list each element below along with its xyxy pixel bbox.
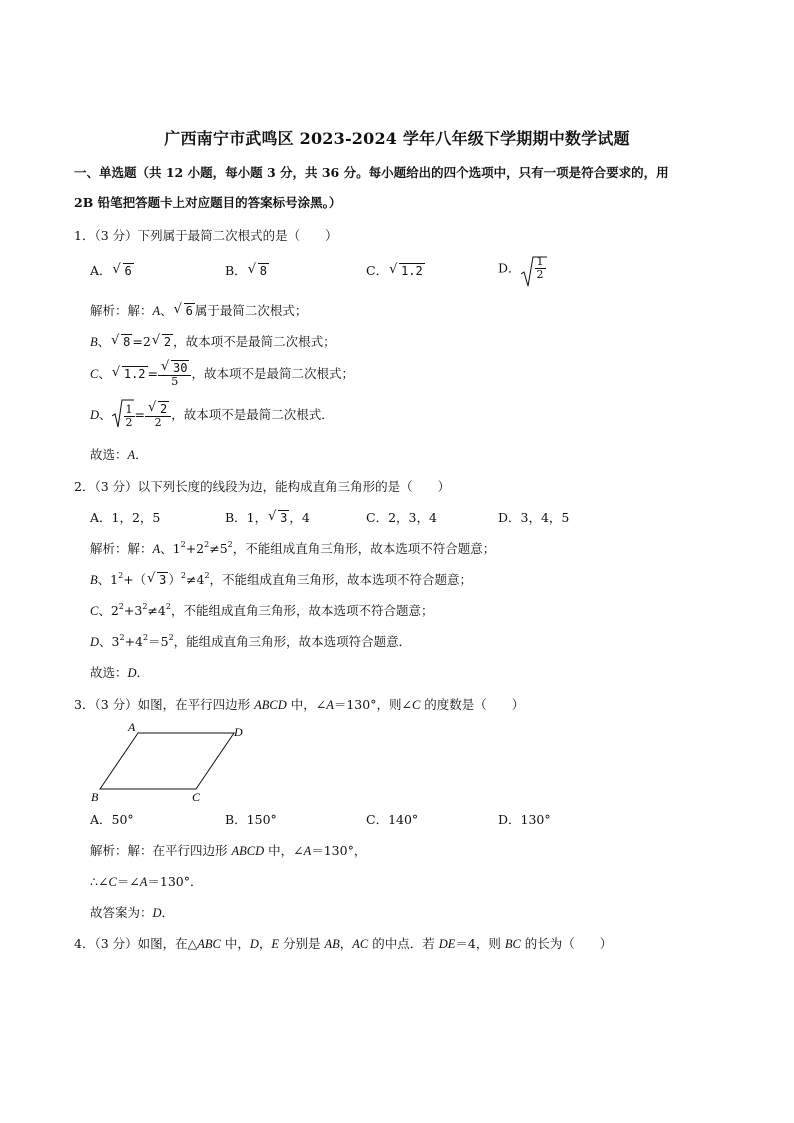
text: = xyxy=(134,407,146,422)
text: 2 xyxy=(160,401,168,416)
q3-answer xyxy=(90,904,174,922)
q2-analysis-line4 xyxy=(90,633,411,651)
text: 、 xyxy=(160,303,173,318)
text: ， xyxy=(339,936,353,951)
text: +4 xyxy=(124,634,144,649)
q3-stem xyxy=(74,696,524,714)
vertex-label-c: C xyxy=(192,790,201,804)
q1-option-a-label: A． xyxy=(90,263,112,278)
text: 中， xyxy=(220,936,250,951)
text: 1.2 xyxy=(123,367,146,381)
text: = xyxy=(147,366,159,381)
text: 3 xyxy=(159,573,167,587)
text: 2 xyxy=(118,602,124,611)
q2-option-c: C．2，3，4 xyxy=(366,510,437,525)
page-title: 广西南宁市武鸣区 2023-2024 学年八年级下学期期中数学试题 xyxy=(164,129,630,148)
text: D xyxy=(152,906,162,920)
text: A xyxy=(152,304,161,318)
text: B xyxy=(90,573,98,587)
text: 属于最简二次根式； xyxy=(194,303,308,318)
sqrt-icon xyxy=(112,333,132,351)
q1-analysis-line1 xyxy=(90,302,307,320)
q1-option-c-value: 1.2 xyxy=(401,264,423,278)
text: B xyxy=(90,335,98,349)
text: A xyxy=(326,698,334,712)
text: 2 xyxy=(163,335,172,349)
text: ABC xyxy=(197,937,221,951)
text: ∴∠ xyxy=(90,874,109,889)
text: A xyxy=(152,542,161,556)
text: ，4 xyxy=(289,510,310,525)
q1-option-a xyxy=(90,262,134,280)
q1-option-d-numerator: 1 xyxy=(536,255,544,268)
text: ，不能组成直角三角形，故本选项不符合题意； xyxy=(209,572,473,587)
text: 2 xyxy=(119,633,125,642)
text: D xyxy=(127,666,137,680)
text: ＝130°，则∠ xyxy=(333,697,412,712)
text: ． xyxy=(136,665,150,680)
text: 6 xyxy=(185,304,193,318)
text: 2 xyxy=(165,602,171,611)
q1-option-d-label: D． xyxy=(498,260,521,276)
text: 2 xyxy=(125,415,133,429)
text: ，能组成直角三角形，故本选项符合题意． xyxy=(173,634,412,649)
text: 的中点．若 xyxy=(368,936,439,951)
q2-analysis-line2 xyxy=(90,571,472,589)
parallelogram-shape xyxy=(100,733,234,789)
text: 3 xyxy=(280,511,288,525)
q1-option-b-value: 8 xyxy=(259,264,267,278)
text: C xyxy=(108,875,117,889)
sqrt-icon xyxy=(249,262,269,280)
text: 、1 xyxy=(97,572,119,587)
q1-analysis-line4 xyxy=(90,398,334,433)
text: 的度数是（ ） xyxy=(420,697,525,712)
text: +3 xyxy=(123,603,143,618)
text: ，故本项不是最简二次根式． xyxy=(171,407,334,422)
q1-analysis-line2 xyxy=(90,333,336,351)
text: 8 xyxy=(123,335,131,349)
section-instructions-line1: 一、单选题（共 12 小题，每小题 3 分，共 36 分。每小题给出的四个选项中，只有一项是符合要求的，用 xyxy=(74,165,669,180)
text: ，故本项不是最简二次根式； xyxy=(173,334,336,349)
text: 解析：解： xyxy=(90,303,153,318)
q3-analysis-line1 xyxy=(90,842,366,860)
text: 30 xyxy=(173,360,188,375)
q2-stem: 2．（3 分）以下列长度的线段为边，能构成直角三角形的是（ ） xyxy=(74,479,451,494)
q1-option-c-label: C． xyxy=(366,263,389,278)
text: B．1， xyxy=(225,510,268,525)
text: ） xyxy=(168,572,181,587)
text: 5 xyxy=(171,374,179,388)
text: 的长为（ ） xyxy=(520,936,613,951)
text: D xyxy=(90,408,100,422)
text: 、 xyxy=(97,334,111,349)
text: 4．（3 分）如图，在△ xyxy=(74,936,198,951)
sqrt-icon xyxy=(162,362,189,375)
text: 故答案为： xyxy=(90,905,153,920)
text: ABCD xyxy=(231,844,265,858)
text: 2 xyxy=(118,571,124,580)
text: DE xyxy=(438,937,456,951)
text: 2 xyxy=(180,540,186,549)
q2-option-d: D．3，4，5 xyxy=(498,510,570,525)
sqrt-icon xyxy=(113,360,148,388)
q1-answer xyxy=(90,446,148,464)
text: 、2 xyxy=(98,603,119,618)
text: ＝130°， xyxy=(311,843,367,858)
q2-option-b xyxy=(225,509,310,527)
text: 解析：解：在平行四边形 xyxy=(90,843,232,858)
parallelogram-figure xyxy=(86,718,266,808)
text: 1 xyxy=(125,402,133,416)
q2-analysis-line3 xyxy=(90,602,433,620)
text: +（ xyxy=(123,572,147,587)
text: ． xyxy=(135,447,148,462)
text: D xyxy=(249,937,259,951)
sqrt-icon xyxy=(149,403,169,416)
text: 、 xyxy=(98,366,111,381)
text: 、1 xyxy=(160,541,181,556)
text: 中，∠ xyxy=(286,697,327,712)
q2-analysis-line1 xyxy=(90,540,495,558)
q3-analysis-line2 xyxy=(90,873,203,891)
text: D xyxy=(90,635,100,649)
text: 2 xyxy=(227,540,233,549)
text: 故选： xyxy=(90,447,128,462)
text: C xyxy=(90,367,99,381)
q1-option-a-value: 6 xyxy=(124,264,132,278)
text: ≠5 xyxy=(209,541,228,556)
text: AC xyxy=(352,937,369,951)
q1-option-d-denominator: 2 xyxy=(536,268,544,281)
text: 2 xyxy=(204,540,210,549)
text: 2 xyxy=(142,602,148,611)
q1-option-b xyxy=(225,262,269,280)
text: ABCD xyxy=(254,698,287,712)
text: +2 xyxy=(185,541,205,556)
sqrt-icon xyxy=(390,262,425,280)
text: BC xyxy=(504,937,521,951)
text: 2 xyxy=(168,633,174,642)
q1-stem: 1．（3 分）下列属于最简二次根式的是（ ） xyxy=(74,228,338,243)
text: C xyxy=(411,698,421,712)
text: AB xyxy=(324,937,340,951)
text: 2 xyxy=(143,633,149,642)
q1-option-d xyxy=(498,256,546,281)
sqrt-icon xyxy=(521,256,546,281)
text: 2 xyxy=(154,415,162,429)
q1-option-b-label: B． xyxy=(225,263,247,278)
text: ＝∠ xyxy=(116,874,140,889)
text: 2 xyxy=(204,571,210,580)
q1-analysis-line3 xyxy=(90,360,354,388)
text: C xyxy=(90,604,99,618)
text: 2 xyxy=(180,571,187,580)
text: ． xyxy=(161,905,175,920)
text: A xyxy=(139,875,148,889)
text: ，故本项不是最简二次根式； xyxy=(191,366,354,381)
q3-option-a: A．50° xyxy=(90,812,134,827)
text: 中，∠ xyxy=(264,843,304,858)
sqrt-icon xyxy=(269,509,289,527)
text: E xyxy=(271,937,280,951)
text: ，不能组成直角三角形，故本选项不符合题意； xyxy=(232,541,496,556)
text: ＝4，则 xyxy=(455,936,505,951)
q3-option-c: C．140° xyxy=(366,812,419,827)
text: 解析：解： xyxy=(90,541,153,556)
vertex-label-d: D xyxy=(234,725,243,739)
text: 分别是 xyxy=(279,936,325,951)
text: 、3 xyxy=(99,634,120,649)
text: ， xyxy=(258,936,272,951)
text: ，不能组成直角三角形，故本选项不符合题意； xyxy=(170,603,434,618)
text: A xyxy=(127,448,136,462)
sqrt-icon xyxy=(148,571,168,589)
text: ＝5 xyxy=(148,634,169,649)
sqrt-icon xyxy=(153,333,173,351)
vertex-label-a: A xyxy=(128,720,136,734)
q3-option-b: B．150° xyxy=(225,812,277,827)
vertex-label-b: B xyxy=(91,790,99,804)
text: 、 xyxy=(99,407,112,422)
q2-option-a: A．1，2，5 xyxy=(90,510,161,525)
q2-answer xyxy=(90,664,149,682)
text: ＝130°． xyxy=(147,874,203,889)
text: ≠4 xyxy=(186,572,205,587)
text: ≠4 xyxy=(147,603,166,618)
sqrt-icon xyxy=(175,302,195,320)
text: A xyxy=(303,844,312,858)
text: 故选： xyxy=(90,665,128,680)
q4-stem xyxy=(74,935,612,953)
sqrt-icon xyxy=(114,262,134,280)
text: 3．（3 分）如图，在平行四边形 xyxy=(74,697,255,712)
q1-option-c xyxy=(366,262,425,280)
text: =2 xyxy=(132,334,151,349)
section-instructions-line2: 2B 铅笔把答题卡上对应题目的答案标号涂黑。） xyxy=(74,195,342,210)
q3-option-d: D．130° xyxy=(498,812,551,827)
sqrt-icon xyxy=(112,399,135,433)
